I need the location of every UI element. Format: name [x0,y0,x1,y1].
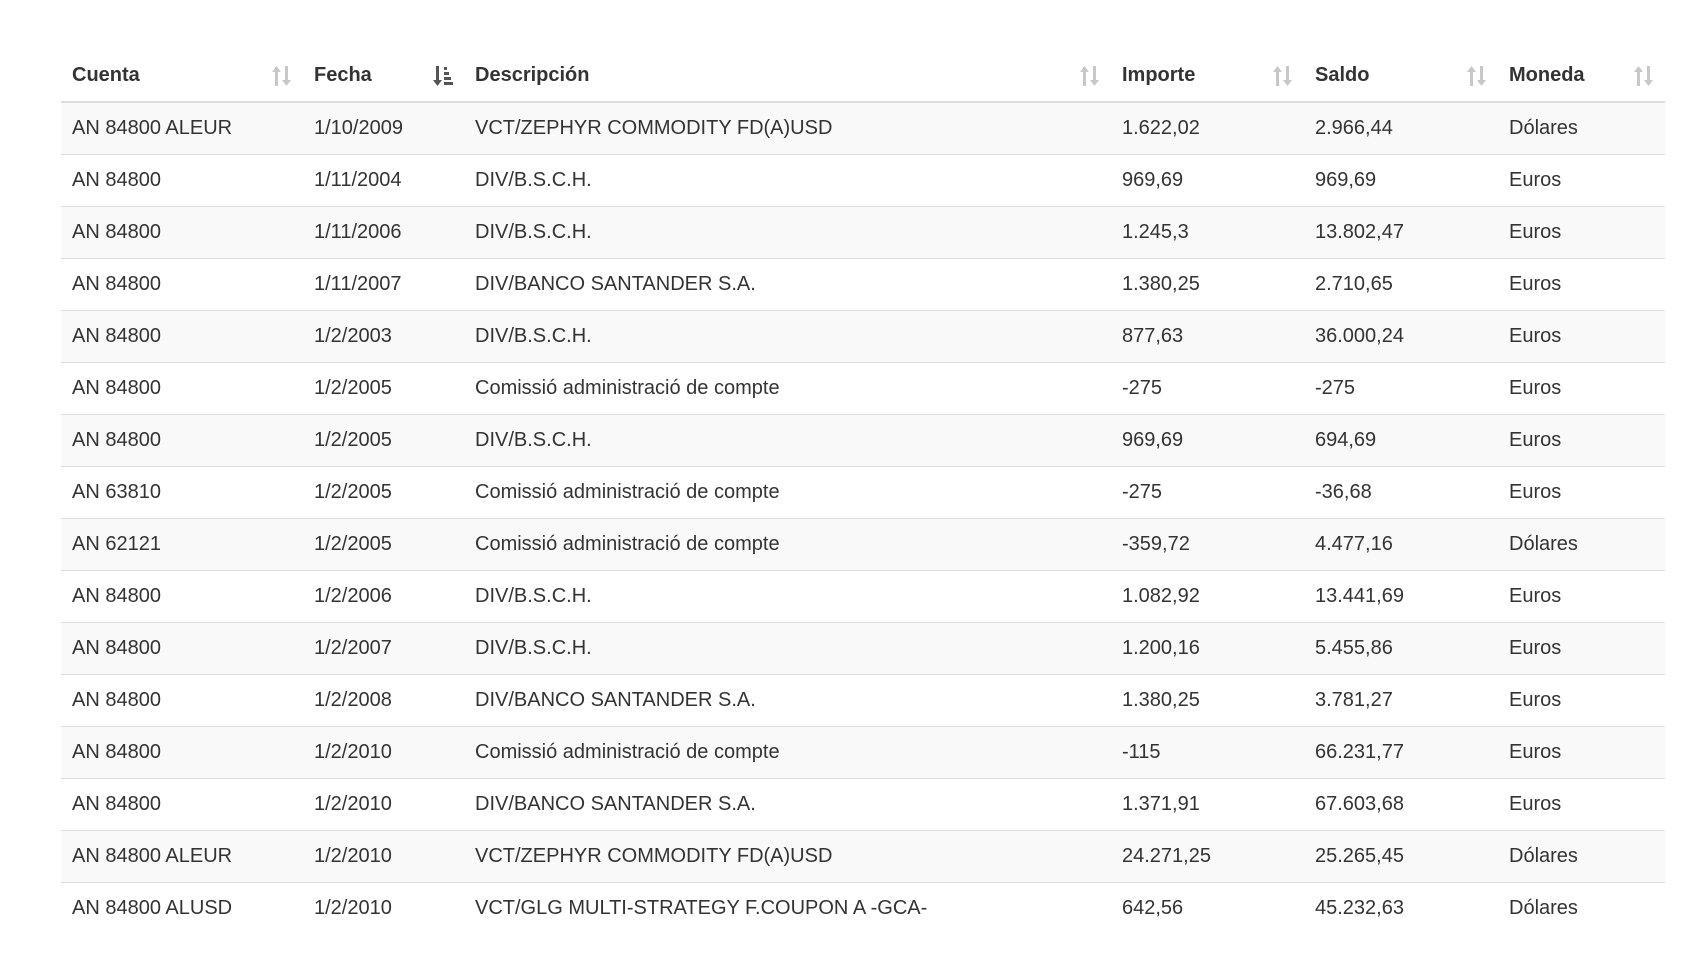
cell-saldo: 67.603,68 [1304,779,1498,831]
table-body [61,102,1665,934]
cell-importe: 877,63 [1111,311,1304,363]
sort-both-icon[interactable] [1633,64,1655,88]
cell-cuenta: AN 84800 ALEUR [61,831,303,883]
cell-cuenta: AN 84800 [61,779,303,831]
cell-importe: -115 [1111,727,1304,779]
cell-descripcion: VCT/GLG MULTI-STRATEGY F.COUPON A -GCA- [464,883,1111,935]
table-row[interactable] [61,102,1665,155]
cell-moneda: Dólares [1498,519,1665,571]
cell-moneda: Dólares [1498,831,1665,883]
cell-fecha: 1/10/2009 [303,102,464,155]
table-row[interactable] [61,727,1665,779]
cell-descripcion: Comissió administració de compte [464,727,1111,779]
cell-moneda: Euros [1498,207,1665,259]
cell-descripcion: VCT/ZEPHYR COMMODITY FD(A)USD [464,831,1111,883]
cell-descripcion: DIV/BANCO SANTANDER S.A. [464,259,1111,311]
cell-cuenta: AN 84800 [61,675,303,727]
cell-cuenta: AN 84800 [61,155,303,207]
cell-importe: -359,72 [1111,519,1304,571]
cell-saldo: 969,69 [1304,155,1498,207]
column-header-moneda[interactable] [1498,50,1665,102]
column-header-fecha[interactable] [303,50,464,102]
cell-cuenta: AN 84800 [61,363,303,415]
cell-importe: 1.082,92 [1111,571,1304,623]
cell-importe: 969,69 [1111,415,1304,467]
cell-importe: -275 [1111,363,1304,415]
cell-cuenta: AN 84800 ALUSD [61,883,303,935]
cell-saldo: 13.441,69 [1304,571,1498,623]
cell-saldo: 36.000,24 [1304,311,1498,363]
cell-saldo: 2.966,44 [1304,102,1498,155]
cell-fecha: 1/2/2005 [303,363,464,415]
cell-moneda: Euros [1498,311,1665,363]
table-row[interactable] [61,207,1665,259]
cell-moneda: Euros [1498,675,1665,727]
cell-fecha: 1/11/2006 [303,207,464,259]
cell-importe: -275 [1111,467,1304,519]
cell-importe: 1.622,02 [1111,102,1304,155]
cell-descripcion: DIV/B.S.C.H. [464,207,1111,259]
cell-fecha: 1/2/2005 [303,467,464,519]
cell-descripcion: DIV/B.S.C.H. [464,311,1111,363]
cell-fecha: 1/2/2005 [303,415,464,467]
cell-importe: 642,56 [1111,883,1304,935]
header-row [61,50,1665,102]
table-row[interactable] [61,155,1665,207]
cell-fecha: 1/2/2010 [303,727,464,779]
cell-cuenta: AN 84800 [61,415,303,467]
cell-importe: 24.271,25 [1111,831,1304,883]
cell-cuenta: AN 84800 [61,571,303,623]
cell-saldo: 4.477,16 [1304,519,1498,571]
cell-fecha: 1/11/2004 [303,155,464,207]
cell-cuenta: AN 84800 [61,311,303,363]
cell-descripcion: DIV/BANCO SANTANDER S.A. [464,675,1111,727]
cell-moneda: Euros [1498,467,1665,519]
column-header-label: Importe [1122,64,1196,86]
cell-fecha: 1/2/2006 [303,571,464,623]
cell-importe: 1.380,25 [1111,259,1304,311]
cell-descripcion: DIV/B.S.C.H. [464,155,1111,207]
cell-importe: 1.380,25 [1111,675,1304,727]
table-row[interactable] [61,259,1665,311]
cell-fecha: 1/2/2005 [303,519,464,571]
table-row[interactable] [61,571,1665,623]
column-header-cuenta[interactable] [61,50,303,102]
column-header-label: Fecha [314,64,372,86]
sort-numeric-desc-icon[interactable] [432,64,454,88]
cell-moneda: Euros [1498,415,1665,467]
cell-moneda: Euros [1498,779,1665,831]
cell-saldo: 66.231,77 [1304,727,1498,779]
cell-descripcion: DIV/B.S.C.H. [464,623,1111,675]
cell-saldo: 694,69 [1304,415,1498,467]
table-row[interactable] [61,831,1665,883]
cell-saldo: 5.455,86 [1304,623,1498,675]
cell-fecha: 1/11/2007 [303,259,464,311]
column-header-importe[interactable] [1111,50,1304,102]
cell-moneda: Dólares [1498,883,1665,935]
sort-both-icon[interactable] [271,64,293,88]
sort-both-icon[interactable] [1079,64,1101,88]
cell-fecha: 1/2/2003 [303,311,464,363]
cell-importe: 1.245,3 [1111,207,1304,259]
cell-saldo: -275 [1304,363,1498,415]
column-header-label: Cuenta [72,64,140,86]
cell-descripcion: Comissió administració de compte [464,467,1111,519]
table-row[interactable] [61,467,1665,519]
cell-cuenta: AN 84800 [61,623,303,675]
column-header-descripcion[interactable] [464,50,1111,102]
transactions-table [61,50,1665,934]
cell-saldo: 25.265,45 [1304,831,1498,883]
table-row[interactable] [61,883,1665,935]
table-row[interactable] [61,519,1665,571]
cell-cuenta: AN 84800 [61,727,303,779]
cell-moneda: Euros [1498,571,1665,623]
cell-fecha: 1/2/2007 [303,623,464,675]
cell-fecha: 1/2/2010 [303,831,464,883]
table-header [61,50,1665,102]
cell-cuenta: AN 62121 [61,519,303,571]
cell-moneda: Euros [1498,155,1665,207]
column-header-label: Descripción [475,64,590,86]
cell-importe: 969,69 [1111,155,1304,207]
table-row[interactable] [61,779,1665,831]
column-header-label: Saldo [1315,64,1370,86]
cell-saldo: 3.781,27 [1304,675,1498,727]
cell-cuenta: AN 84800 [61,207,303,259]
cell-descripcion: VCT/ZEPHYR COMMODITY FD(A)USD [464,102,1111,155]
cell-importe: 1.371,91 [1111,779,1304,831]
cell-cuenta: AN 63810 [61,467,303,519]
cell-moneda: Euros [1498,727,1665,779]
sort-both-icon[interactable] [1466,64,1488,88]
sort-both-icon[interactable] [1272,64,1294,88]
column-header-label: Moneda [1509,64,1585,86]
cell-saldo: 2.710,65 [1304,259,1498,311]
cell-fecha: 1/2/2010 [303,883,464,935]
cell-descripcion: Comissió administració de compte [464,363,1111,415]
cell-descripcion: Comissió administració de compte [464,519,1111,571]
table-row[interactable] [61,675,1665,727]
transactions-table-container [61,50,1665,934]
column-header-saldo[interactable] [1304,50,1498,102]
table-row[interactable] [61,363,1665,415]
cell-importe: 1.200,16 [1111,623,1304,675]
cell-cuenta: AN 84800 ALEUR [61,102,303,155]
cell-cuenta: AN 84800 [61,259,303,311]
table-row[interactable] [61,415,1665,467]
cell-descripcion: DIV/B.S.C.H. [464,571,1111,623]
cell-saldo: 45.232,63 [1304,883,1498,935]
cell-saldo: 13.802,47 [1304,207,1498,259]
cell-fecha: 1/2/2008 [303,675,464,727]
cell-moneda: Euros [1498,259,1665,311]
cell-descripcion: DIV/BANCO SANTANDER S.A. [464,779,1111,831]
cell-descripcion: DIV/B.S.C.H. [464,415,1111,467]
cell-moneda: Euros [1498,623,1665,675]
cell-moneda: Euros [1498,363,1665,415]
table-row[interactable] [61,623,1665,675]
table-row[interactable] [61,311,1665,363]
cell-fecha: 1/2/2010 [303,779,464,831]
cell-saldo: -36,68 [1304,467,1498,519]
cell-moneda: Dólares [1498,102,1665,155]
